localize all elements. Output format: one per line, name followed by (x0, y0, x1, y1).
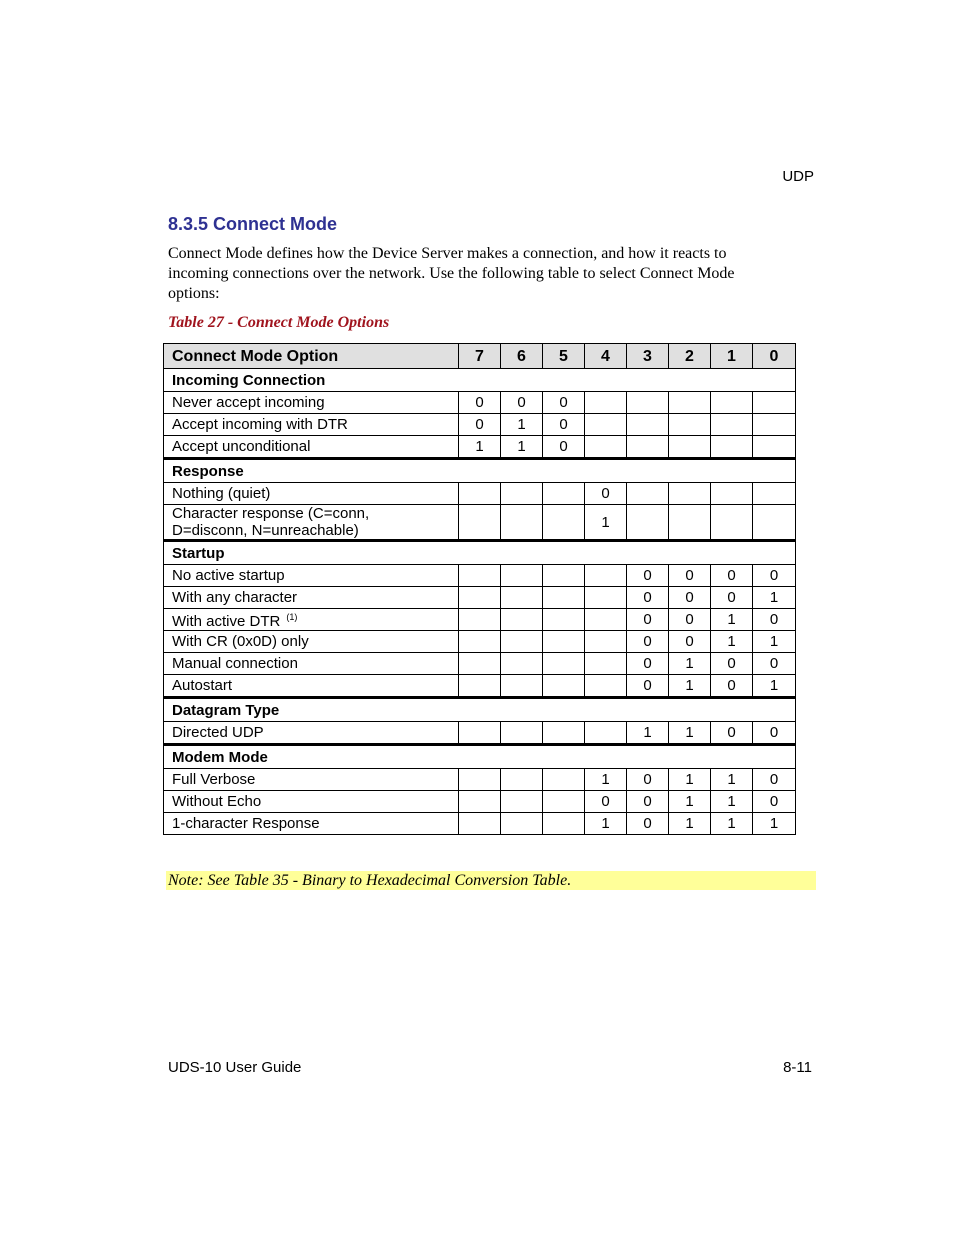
bit-cell-3: 0 (627, 813, 669, 835)
header-bit-6: 6 (501, 344, 543, 369)
bit-cell-5 (543, 675, 585, 698)
bit-cell-4 (585, 609, 627, 631)
bit-cell-0 (753, 483, 796, 505)
bit-cell-7 (459, 653, 501, 675)
option-label (164, 631, 459, 653)
option-label-text: Nothing (quiet) (172, 485, 271, 502)
bit-cell-4: 0 (585, 483, 627, 505)
bit-cell-3: 0 (627, 791, 669, 813)
bit-cell-6: 1 (501, 436, 543, 459)
option-label-text: Directed UDP (172, 724, 264, 741)
bit-cell-7 (459, 722, 501, 745)
bit-cell-4 (585, 436, 627, 459)
bit-cell-4: 0 (585, 791, 627, 813)
bit-cell-7 (459, 587, 501, 609)
bit-cell-3: 0 (627, 653, 669, 675)
header-option: Connect Mode Option (164, 344, 459, 369)
group-row (164, 745, 796, 769)
bit-cell-5 (543, 609, 585, 631)
bit-cell-3 (627, 414, 669, 436)
bit-cell-3 (627, 483, 669, 505)
bit-cell-3: 1 (627, 722, 669, 745)
bit-cell-5 (543, 505, 585, 541)
bit-cell-5 (543, 483, 585, 505)
bit-cell-4 (585, 565, 627, 587)
bit-cell-7 (459, 791, 501, 813)
table-header-row (164, 344, 796, 369)
group-title: Startup (164, 541, 796, 565)
group-row (164, 698, 796, 722)
header-bit-4: 4 (585, 344, 627, 369)
bit-cell-1: 0 (711, 675, 753, 698)
option-label (164, 813, 459, 835)
footnote-marker: (1) (286, 612, 298, 622)
table-row (164, 653, 796, 675)
bit-cell-7 (459, 505, 501, 541)
bit-cell-1: 0 (711, 587, 753, 609)
bit-cell-2 (669, 414, 711, 436)
bit-cell-0: 0 (753, 791, 796, 813)
table-row (164, 791, 796, 813)
group-row (164, 459, 796, 483)
table-row (164, 722, 796, 745)
bit-cell-2: 0 (669, 565, 711, 587)
bit-cell-6 (501, 791, 543, 813)
table-row (164, 414, 796, 436)
bit-cell-5 (543, 587, 585, 609)
bit-cell-7 (459, 565, 501, 587)
option-label (164, 436, 459, 459)
bit-cell-7 (459, 675, 501, 698)
bit-cell-7: 1 (459, 436, 501, 459)
bit-cell-3: 0 (627, 769, 669, 791)
bit-cell-0 (753, 505, 796, 541)
section-title: 8.3.5 Connect Mode (168, 214, 338, 234)
bit-cell-6 (501, 505, 543, 541)
bit-cell-6 (501, 675, 543, 698)
bit-cell-6 (501, 565, 543, 587)
table-row (164, 392, 796, 414)
option-label (164, 483, 459, 505)
bit-cell-7: 0 (459, 392, 501, 414)
bit-cell-1: 1 (711, 631, 753, 653)
option-label (164, 653, 459, 675)
table-row (164, 505, 796, 541)
bit-cell-1 (711, 414, 753, 436)
group-title: Datagram Type (164, 698, 796, 722)
option-label-text: Accept unconditional (172, 438, 311, 455)
bit-cell-3 (627, 392, 669, 414)
bit-cell-2: 1 (669, 675, 711, 698)
bit-cell-4: 1 (585, 769, 627, 791)
option-label-text: With CR (0x0D) only (172, 633, 309, 650)
bit-cell-7 (459, 769, 501, 791)
bit-cell-4 (585, 631, 627, 653)
option-label (164, 791, 459, 813)
option-label-text: No active startup (172, 567, 285, 584)
note-box (166, 871, 816, 890)
bit-cell-0: 1 (753, 587, 796, 609)
bit-cell-0: 0 (753, 565, 796, 587)
option-label-text: With active DTR (172, 613, 281, 630)
option-label (164, 414, 459, 436)
bit-cell-6: 0 (501, 392, 543, 414)
bit-cell-7 (459, 483, 501, 505)
bit-cell-4: 1 (585, 813, 627, 835)
bit-cell-3: 0 (627, 587, 669, 609)
bit-cell-0: 1 (753, 675, 796, 698)
bit-cell-4: 1 (585, 505, 627, 541)
option-label (164, 392, 459, 414)
group-row (164, 541, 796, 565)
header-bit-0: 0 (753, 344, 796, 369)
bit-cell-7 (459, 631, 501, 653)
bit-cell-3: 0 (627, 675, 669, 698)
option-label-text: With any character (172, 589, 298, 606)
bit-cell-1: 0 (711, 653, 753, 675)
bit-cell-2: 0 (669, 631, 711, 653)
bit-cell-3 (627, 505, 669, 541)
bit-cell-5 (543, 565, 585, 587)
bit-cell-7 (459, 609, 501, 631)
bit-cell-2: 1 (669, 653, 711, 675)
option-label-text: Never accept incoming (172, 394, 325, 411)
option-label (164, 675, 459, 698)
table-row (164, 675, 796, 698)
bit-cell-6 (501, 609, 543, 631)
bit-cell-4 (585, 392, 627, 414)
bit-cell-1 (711, 392, 753, 414)
bit-cell-1: 1 (711, 813, 753, 835)
bit-cell-0: 1 (753, 813, 796, 835)
option-label (164, 722, 459, 745)
bit-cell-6 (501, 483, 543, 505)
bit-cell-1: 0 (711, 565, 753, 587)
group-title: Modem Mode (164, 745, 796, 769)
bit-cell-5 (543, 769, 585, 791)
bit-cell-3: 0 (627, 631, 669, 653)
option-label-text: Without Echo (172, 793, 262, 810)
bit-cell-2 (669, 436, 711, 459)
bit-cell-2: 1 (669, 791, 711, 813)
table-row (164, 631, 796, 653)
bit-cell-6 (501, 722, 543, 745)
bit-cell-5 (543, 813, 585, 835)
bit-cell-1: 1 (711, 609, 753, 631)
bit-cell-1 (711, 505, 753, 541)
bit-cell-4 (585, 653, 627, 675)
footer-title: UDS-10 User Guide (168, 1059, 302, 1076)
header-bit-1: 1 (711, 344, 753, 369)
bit-cell-4 (585, 587, 627, 609)
bit-cell-1: 0 (711, 722, 753, 745)
bit-cell-0: 0 (753, 653, 796, 675)
bit-cell-2: 1 (669, 769, 711, 791)
option-label (164, 769, 459, 791)
group-title: Response (164, 459, 796, 483)
connect-mode-table (163, 343, 796, 835)
bit-cell-0 (753, 392, 796, 414)
option-label (164, 505, 459, 541)
bit-cell-3 (627, 436, 669, 459)
bit-cell-6: 1 (501, 414, 543, 436)
bit-cell-5 (543, 791, 585, 813)
bit-cell-4 (585, 414, 627, 436)
option-label (164, 609, 459, 631)
bit-cell-0: 0 (753, 769, 796, 791)
bit-cell-1 (711, 436, 753, 459)
page-number: 8-11 (783, 1059, 812, 1076)
option-label-text: Accept incoming with DTR (172, 416, 348, 433)
table-row (164, 609, 796, 631)
bit-cell-6 (501, 587, 543, 609)
bit-cell-2 (669, 505, 711, 541)
note-text: Note: See Table 35 - Binary to Hexadecimal Conversion Table. (168, 872, 572, 889)
intro-paragraph: Connect Mode defines how the Device Server makes a connection, and how it reacts to incoming connections over the network. Use the following table to select Connect Mode options: (168, 245, 735, 302)
bit-cell-3: 0 (627, 565, 669, 587)
option-label-text: Character response (C=conn, D=disconn, N=unreachable) (172, 505, 370, 539)
option-label-text: Manual connection (172, 655, 298, 672)
header-bit-5: 5 (543, 344, 585, 369)
bit-cell-2: 1 (669, 722, 711, 745)
bit-cell-5 (543, 653, 585, 675)
bit-cell-0: 0 (753, 722, 796, 745)
bit-cell-2: 1 (669, 813, 711, 835)
running-header: UDP (782, 168, 814, 185)
table-row (164, 587, 796, 609)
bit-cell-5: 0 (543, 392, 585, 414)
bit-cell-0: 0 (753, 609, 796, 631)
group-title: Incoming Connection (164, 369, 796, 392)
table-row (164, 436, 796, 459)
bit-cell-0: 1 (753, 631, 796, 653)
option-label-text: 1-character Response (172, 815, 320, 832)
header-bit-3: 3 (627, 344, 669, 369)
table-row (164, 813, 796, 835)
bit-cell-6 (501, 653, 543, 675)
header-bit-2: 2 (669, 344, 711, 369)
bit-cell-2 (669, 392, 711, 414)
bit-cell-1: 1 (711, 769, 753, 791)
option-label (164, 587, 459, 609)
table-row (164, 483, 796, 505)
table-row (164, 565, 796, 587)
option-label-text: Full Verbose (172, 771, 256, 788)
bit-cell-3: 0 (627, 609, 669, 631)
bit-cell-7: 0 (459, 414, 501, 436)
bit-cell-2: 0 (669, 587, 711, 609)
table-row (164, 769, 796, 791)
bit-cell-5 (543, 631, 585, 653)
table-caption: Table 27 - Connect Mode Options (168, 314, 390, 331)
option-label (164, 565, 459, 587)
bit-cell-4 (585, 675, 627, 698)
bit-cell-7 (459, 813, 501, 835)
header-bit-7: 7 (459, 344, 501, 369)
bit-cell-4 (585, 722, 627, 745)
bit-cell-2 (669, 483, 711, 505)
bit-cell-6 (501, 813, 543, 835)
bit-cell-5: 0 (543, 436, 585, 459)
bit-cell-5: 0 (543, 414, 585, 436)
bit-cell-6 (501, 631, 543, 653)
bit-cell-5 (543, 722, 585, 745)
bit-cell-1 (711, 483, 753, 505)
bit-cell-0 (753, 436, 796, 459)
group-row (164, 369, 796, 392)
bit-cell-2: 0 (669, 609, 711, 631)
bit-cell-0 (753, 414, 796, 436)
bit-cell-6 (501, 769, 543, 791)
bit-cell-1: 1 (711, 791, 753, 813)
option-label-text: Autostart (172, 677, 233, 694)
